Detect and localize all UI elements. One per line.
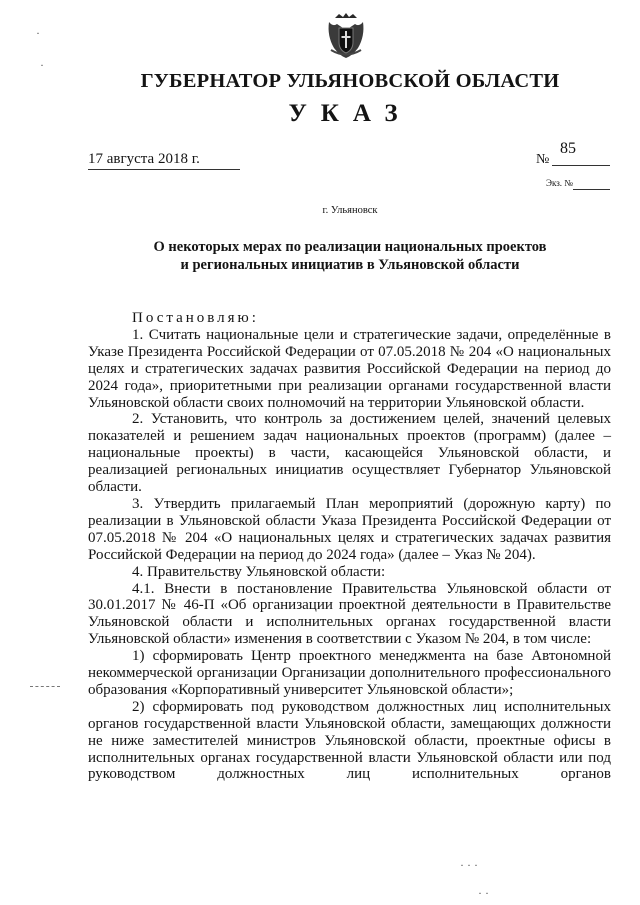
subject-line-1: О некоторых мерах по реализации национальных проектов bbox=[153, 239, 547, 255]
document-type: УКАЗ bbox=[288, 100, 412, 127]
number-sign: № bbox=[536, 152, 550, 167]
scan-mark: · bbox=[36, 26, 40, 40]
paragraph-2: 2. Установить, что контроль за достижением целей, значений целевых показателей и решением задач национальных проектов (программ) (далее – национальные проекты) в части, касающейся Ульяновской области, и реализацией региональных инициатив осуществляет Губернатор Ульяновской области. bbox=[88, 411, 611, 496]
paragraph-3: 3. Утвердить прилагаемый План мероприятий (дорожную карту) по реализации в Ульяновской области Указа Президента Российской Федерации от 07.05.2018 № 204 «О национальных целях и стратегических задачах развития Российской Федерации на период до 2024 года» (далее – Указ № 204). bbox=[88, 495, 611, 563]
scan-mark: · bbox=[40, 58, 44, 72]
paragraph-4: 4. Правительству Ульяновской области: bbox=[132, 563, 386, 580]
paragraph-4-1-1: 1) сформировать Центр проектного менеджмента на базе Автономной некоммерческой организации Организации дополнительного профессионального образования «Корпоративный университет Ульяновской области»; bbox=[88, 648, 611, 698]
paragraph-4-1: 4.1. Внести в постановление Правительства Ульяновской области от 30.01.2017 № 46-П «Об организации проектной деятельности в Правительстве Ульяновской области и исполнительных органах государственной власти Ульяновской области» изменения в соответствии с Указом № 204, в том числе: bbox=[88, 580, 611, 648]
decree-date: 17 августа 2018 г. bbox=[88, 151, 240, 170]
copy-number bbox=[546, 178, 610, 192]
copy-label: Экз. № bbox=[546, 178, 573, 188]
scan-mark: · · bbox=[478, 886, 489, 900]
scan-mark: · · · bbox=[460, 858, 478, 872]
paragraph-4-1-2: 2) сформировать под руководством должностных лиц исполнительных органов государственной власти Ульяновской области, замещающих должности не ниже заместителей министров Ульяновской области, проектные офисы в исполнительных органах государственной власти Ульяновской области или под руководством должностных лиц исполнительных органов bbox=[88, 698, 611, 783]
number-value: 85 bbox=[560, 140, 576, 157]
subject-line-2: и региональных инициатив в Ульяновской области bbox=[180, 257, 520, 273]
issuing-authority: ГУБЕРНАТОР УЛЬЯНОВСКОЙ ОБЛАСТИ bbox=[140, 70, 560, 92]
decree-body bbox=[88, 310, 611, 783]
number-underline bbox=[552, 165, 610, 166]
decree-number bbox=[536, 140, 610, 168]
copy-underline bbox=[573, 189, 610, 190]
scan-mark bbox=[30, 686, 60, 687]
ulyanovsk-coat-of-arms-icon bbox=[326, 12, 366, 60]
issue-city: г. Ульяновск bbox=[322, 205, 378, 216]
paragraph-1: 1. Считать национальные цели и стратегические задачи, определённые в Указе Президента Российской Федерации от 07.05.2018 № 204 «О национальных целях и стратегических задачах развития Российской Федерации на период до 2024 года», приоритетными при реализации органами государственной власти Ульяновской области своих полномочий на территории Ульяновской области. bbox=[88, 326, 611, 411]
decree-subject bbox=[130, 238, 570, 274]
body-lead: Постановляю: bbox=[132, 310, 259, 326]
